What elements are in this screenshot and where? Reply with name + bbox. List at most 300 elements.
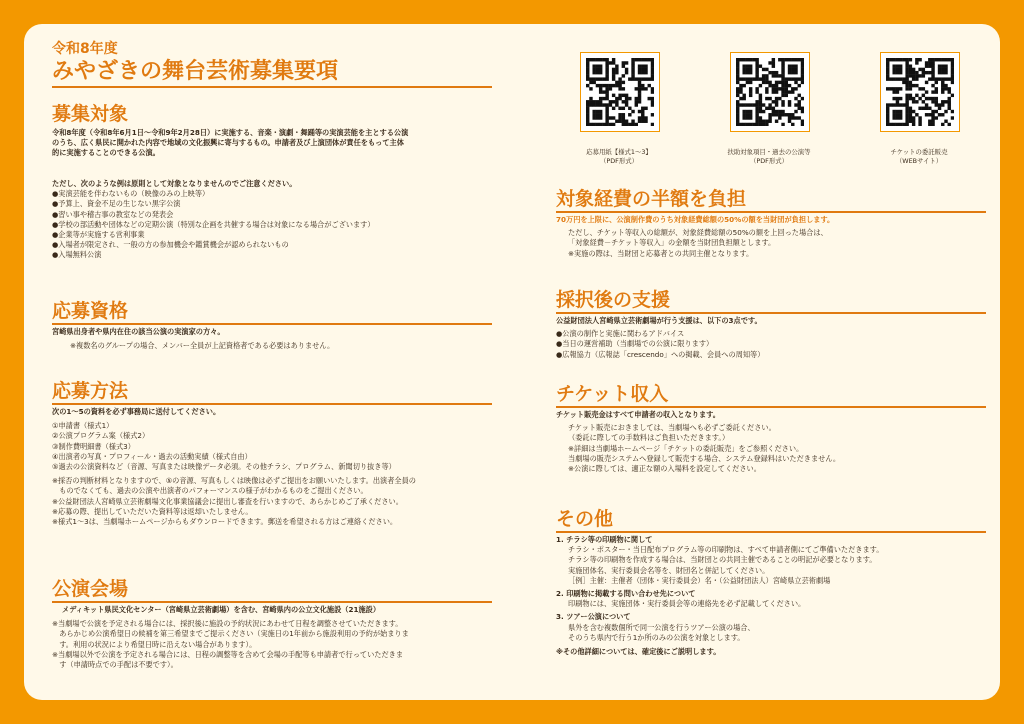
qr-module [951,64,954,67]
qr-module [631,64,634,67]
qr-module [644,120,647,123]
qr-module [778,110,781,113]
qr-module [922,71,925,74]
qr-module [794,71,797,74]
qr-module [886,74,889,77]
qr-module [909,71,912,74]
qr-module [768,71,771,74]
qr-module [648,77,651,80]
hoho-item: ⑤過去の公演資料など（音源、写真または映像データ必須。その他チラシ、プログラム、新聞切り抜き等） [52,462,396,472]
qr-module [605,68,608,71]
qr-module [736,110,739,113]
qr-module [909,68,912,71]
qr-module [625,71,628,74]
qr-module [781,64,784,67]
qr-module [638,58,641,61]
qr-module [651,71,654,74]
qr-module [768,116,771,119]
qr-code-ticket-consignment[interactable] [880,52,960,132]
qr-module [644,77,647,80]
qr-module [635,58,638,61]
qr-module [788,64,791,67]
qr-module [785,113,788,116]
qr-module [781,58,784,61]
qr-module [605,123,608,126]
qr-module [899,71,902,74]
qr-module [599,123,602,126]
qr-module [899,68,902,71]
qr-module [905,77,908,80]
hoho-item: ③制作費明細書（様式3） [52,441,135,451]
qr-module [589,100,592,103]
qr-module [918,116,921,119]
qr-module [905,71,908,74]
qr-module [905,58,908,61]
qr-module [912,84,915,87]
qr-module [938,68,941,71]
qr-module [785,84,788,87]
qr-module [905,84,908,87]
qr-module [618,116,621,119]
qr-module [589,81,592,84]
qr-module [896,110,899,113]
qr-module [886,68,889,71]
qr-module [651,77,654,80]
qr-module [886,64,889,67]
qr-module [605,120,608,123]
shien-body [556,316,764,360]
shien-rule [556,312,986,314]
qr-module [931,64,934,67]
qr-module [635,103,638,106]
qr-module [951,68,954,71]
qr-module [625,61,628,64]
qr-module [644,116,647,119]
sonota-line: 印刷物には、実施団体・実行委員会等の連絡先を必ず記載してください。 [568,599,806,609]
qr-module [788,58,791,61]
qr-module [641,77,644,80]
qr-module [596,68,599,71]
qr-module [918,87,921,90]
qr-module [778,97,781,100]
qr-module [925,71,928,74]
exclusion-item: ●習い事や稽古事の教室などの発表会 [52,209,174,219]
qr-module [631,120,634,123]
qr-module [749,110,752,113]
qr-module [944,110,947,113]
qr-module [948,103,951,106]
qr-module [889,123,892,126]
qr-module [801,81,804,84]
qr-module [762,120,765,123]
hoho-note: ※採否の判断材料となりますので、⑤の音源、写真もしくは映像は必ずご提出をお願いいたします。出演者全員の [52,476,416,486]
qr-module [586,61,589,64]
qr-module [801,107,804,110]
qr-module [922,74,925,77]
qr-module [612,68,615,71]
qr-module [905,64,908,67]
qr-module [589,77,592,80]
qr-module [899,87,902,90]
qr-module [742,77,745,80]
qr-module [768,103,771,106]
qr-module [905,61,908,64]
qr-module [912,68,915,71]
qr-module [931,71,934,74]
qr-module [609,123,612,126]
qr-module [772,113,775,116]
qr-module [925,107,928,110]
qr-module [935,81,938,84]
qr-module [628,113,631,116]
qr-module [915,74,918,77]
qr-module [586,68,589,71]
qr-caption [709,148,829,166]
qr-module [622,87,625,90]
qr-caption-line: 扶助対象項目・過去の公演等 [727,148,811,156]
qr-module [912,77,915,80]
kaijo-note: す（申請時点での手配は不要です）。 [52,660,178,670]
qr-module [896,71,899,74]
qr-module [931,100,934,103]
qr-module [755,113,758,116]
qr-module [931,123,934,126]
qr-module [951,94,954,97]
qr-module [794,110,797,113]
qr-module [622,113,625,116]
qr-module [948,107,951,110]
qr-module [905,113,908,116]
qr-module [596,100,599,103]
qr-module [801,74,804,77]
qr-module [638,94,641,97]
qr-module [801,110,804,113]
exclusion-item: ●予算上、資金不足の生じない黒字公演 [52,199,181,209]
qr-module [752,58,755,61]
qr-module [794,116,797,119]
qr-module [765,90,768,93]
qr-module [775,84,778,87]
qr-module [592,113,595,116]
qr-module [749,94,752,97]
qr-module [592,110,595,113]
qr-module [736,94,739,97]
qr-module [631,123,634,126]
qr-module [641,120,644,123]
qr-module [928,71,931,74]
qr-module [749,71,752,74]
qr-module [648,97,651,100]
shikaku-text: 宮崎県出身者や県内在住の該当公演の実演家の方々。 [52,327,225,336]
qr-code-application-form[interactable] [580,52,660,132]
qr-module [798,103,801,106]
qr-module [618,94,621,97]
qr-module [644,71,647,74]
qr-module [638,84,641,87]
qr-module [912,116,915,119]
qr-module [592,100,595,103]
hoho-item: ②公演プログラム案（様式2） [52,431,150,441]
qr-module [736,107,739,110]
qr-module [641,113,644,116]
qr-code-past-performances[interactable] [730,52,810,132]
qr-module [785,90,788,93]
qr-module [886,103,889,106]
qr-module [781,87,784,90]
qr-module [638,77,641,80]
qr-module [749,81,752,84]
qr-module [915,94,918,97]
qr-module [755,74,758,77]
qr-module [622,74,625,77]
qr-module [736,116,739,119]
qr-module [749,116,752,119]
qr-module [798,58,801,61]
qr-module [746,116,749,119]
qr-module [918,123,921,126]
qr-module [749,123,752,126]
qr-module [798,94,801,97]
qr-module [902,77,905,80]
qr-module [736,113,739,116]
qr-module [589,123,592,126]
qr-module [772,74,775,77]
qr-module [892,116,895,119]
qr-module [886,77,889,80]
qr-module [951,116,954,119]
qr-module [918,120,921,123]
qr-module [798,116,801,119]
qr-module [635,87,638,90]
qr-module [586,107,589,110]
qr-module [938,71,941,74]
qr-module [746,81,749,84]
qr-module [896,113,899,116]
qr-module [638,110,641,113]
keihi-heading: 対象経費の半額を負担 [556,188,747,210]
qr-module [905,68,908,71]
keihi-body [556,215,834,259]
qr-module [596,84,599,87]
qr-module [801,58,804,61]
qr-module [951,110,954,113]
qr-module [768,84,771,87]
qr-module [641,64,644,67]
qr-module [775,110,778,113]
qr-module [938,64,941,67]
qr-module [781,61,784,64]
qr-module [762,81,765,84]
qr-module [801,71,804,74]
qr-module [788,116,791,119]
qr-module [889,77,892,80]
qr-module [925,64,928,67]
qr-module [625,68,628,71]
qr-module [589,103,592,106]
qr-module [599,110,602,113]
qr-module [765,74,768,77]
qr-module [925,90,928,93]
ticket-line: ※公演に際しては、適正な額の入場料を設定してください。 [568,464,761,474]
qr-module [765,77,768,80]
qr-module [886,71,889,74]
qr-module [928,64,931,67]
qr-module [938,58,941,61]
qr-module [772,61,775,64]
qr-module [749,68,752,71]
qr-module [736,64,739,67]
qr-module [631,71,634,74]
qr-module [599,97,602,100]
qr-module [909,107,912,110]
qr-module [912,97,915,100]
qr-module [944,87,947,90]
qr-module [755,123,758,126]
qr-module [892,87,895,90]
title-rule [52,86,492,88]
qr-module [801,97,804,100]
qr-module [599,58,602,61]
qr-module [742,68,745,71]
qr-module [651,74,654,77]
qr-module [915,77,918,80]
qr-module [755,103,758,106]
qr-module [935,110,938,113]
qr-module [935,97,938,100]
qr-module [596,123,599,126]
ticket-line: 当劇場の販売システムへ登録して販売する場合、システム登録料はいただきません。 [568,453,841,463]
qr-module [912,74,915,77]
qr-module [902,123,905,126]
qr-module [785,77,788,80]
qr-module [768,61,771,64]
qr-module [615,103,618,106]
boshu-intro-line: のうち、広く県民に開かれた内容で地域の文化振興に寄与するもの。申請者及び上演団体が責任をもって主体 [52,138,404,148]
qr-module [781,74,784,77]
qr-module [935,77,938,80]
qr-module [599,68,602,71]
qr-module [618,107,621,110]
qr-module [602,90,605,93]
exclusion-item: ●企業等が実施する営利事業 [52,230,145,240]
sonota-body [556,535,883,657]
qr-module [772,107,775,110]
qr-module [605,58,608,61]
qr-module [644,107,647,110]
qr-module [749,64,752,67]
qr-module [944,84,947,87]
qr-module [736,100,739,103]
qr-module [768,107,771,110]
qr-module [755,116,758,119]
qr-module [759,97,762,100]
qr-module [928,58,931,61]
qr-module [648,84,651,87]
qr-module [791,68,794,71]
qr-module [762,77,765,80]
qr-module [778,87,781,90]
qr-module [768,113,771,116]
qr-module [896,68,899,71]
qr-module [635,77,638,80]
qr-module [772,90,775,93]
qr-module [602,103,605,106]
page-title: みやざきの舞台芸術募集要項 [52,59,339,84]
qr-module [749,87,752,90]
qr-module [788,90,791,93]
qr-module [605,71,608,74]
qr-module [746,64,749,67]
qr-module [788,71,791,74]
qr-module [772,100,775,103]
qr-module [622,116,625,119]
qr-module [765,107,768,110]
qr-module [781,81,784,84]
sonota-section-title: 2. 印刷物に掲載する問い合わせ先について [556,589,696,599]
qr-module [602,123,605,126]
qr-module [791,87,794,90]
qr-module [781,94,784,97]
qr-module [749,103,752,106]
boshu-intro [52,128,408,159]
qr-module [605,74,608,77]
qr-module [785,94,788,97]
qr-module [935,100,938,103]
qr-caption-line: 応募用紙【様式1〜3】 [586,148,652,156]
qr-module [625,100,628,103]
qr-module [739,123,742,126]
qr-module [925,97,928,100]
sonota-section-title: 1. チラシ等の印刷物に関して [556,535,653,544]
qr-caption-line: チケットの委託販売 [890,148,948,156]
qr-module [644,64,647,67]
qr-module [651,58,654,61]
qr-module [605,107,608,110]
qr-module [612,123,615,126]
qr-module [794,97,797,100]
qr-module [596,103,599,106]
qr-module [935,58,938,61]
qr-module [772,87,775,90]
qr-module [791,58,794,61]
kaijo-rule [52,601,492,603]
qr-module [781,68,784,71]
shien-item: ●公演の制作と実施に関わるアドバイス [556,329,685,339]
sonota-footer: ※その他詳細については、確定後にご説明します。 [556,647,721,657]
qr-module [794,81,797,84]
qr-module [742,84,745,87]
qr-module [768,81,771,84]
qr-module [922,87,925,90]
qr-module [899,103,902,106]
qr-module [615,68,618,71]
qr-module [742,97,745,100]
qr-module [944,58,947,61]
qr-module [909,64,912,67]
qr-module [922,100,925,103]
qr-module [742,116,745,119]
qr-module [951,61,954,64]
qr-module [605,113,608,116]
qr-module [599,100,602,103]
qr-module [938,103,941,106]
qr-module [801,61,804,64]
qr-module [791,116,794,119]
qr-module [896,100,899,103]
qr-module [772,71,775,74]
qr-module [638,64,641,67]
sonota-line: 実施団体名、実行委員会名等を、財団名と併記してください。 [568,565,770,575]
